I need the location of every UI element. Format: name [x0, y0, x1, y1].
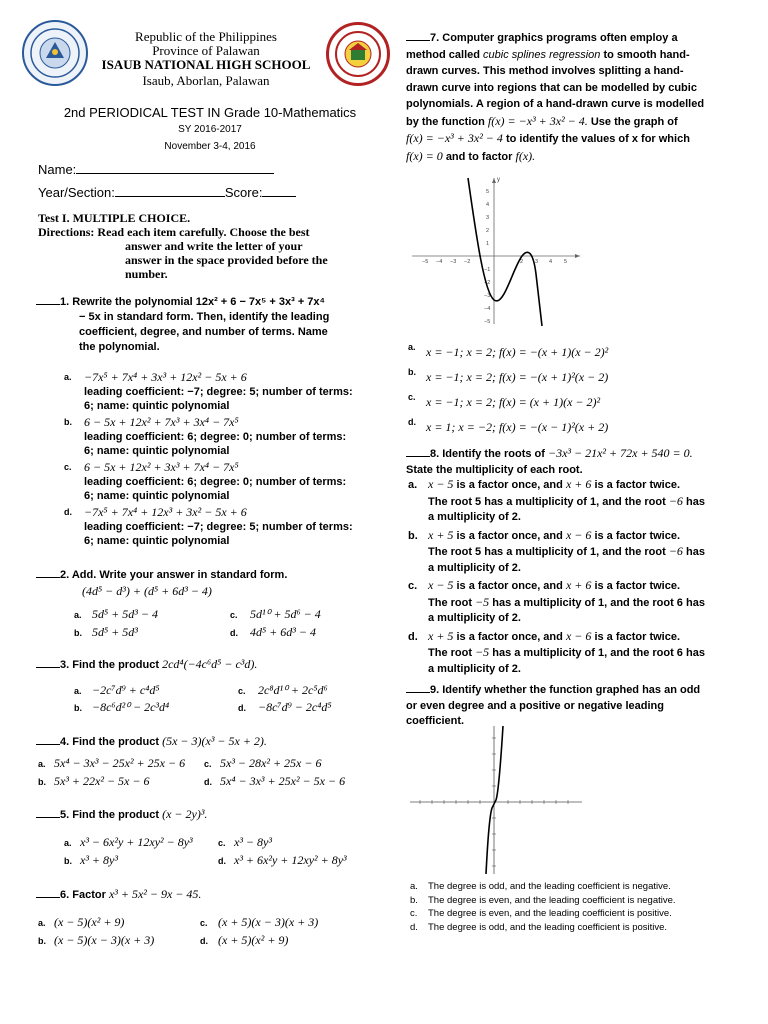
q7-xtick-7: 4 — [549, 259, 553, 265]
q7-line5: polynomials. A region of a hand-drawn curve is modelled — [406, 98, 705, 110]
q7-line3: drawn curves. This method involves splitting a hand- — [406, 65, 684, 77]
q9-answer-blank[interactable] — [406, 682, 430, 693]
q3-stem: 3. Find the product 2cd⁴(−4c⁶d⁵ − c³d). — [36, 656, 376, 673]
q6-answer-blank[interactable] — [36, 887, 60, 898]
q9-option-b[interactable]: b. The degree is even, and the leading coefficient is negative. — [410, 894, 676, 906]
q1-option-b[interactable]: b. 6 − 5x + 12x² + 7x³ + 3x⁴ − 7x⁵ leading coefficient: 6; degree: 0; number of terms: 6; name: quintic polynomial — [64, 415, 347, 457]
school-logo — [326, 22, 390, 86]
q2-option-a[interactable]: a. 5d⁵ + 5d³ − 4 — [74, 607, 158, 621]
header-school: ISAUB NATIONAL HIGH SCHOOL — [101, 57, 311, 72]
q7-ytick-1: 5 — [486, 189, 490, 195]
q7-line1: 7. Computer graphics programs often employ a — [406, 30, 756, 47]
q5-expression: (x − 2y)³. — [162, 807, 208, 821]
q8-option-c[interactable]: c. x − 5 is a factor once, and x + 6 is a factor twice. The root −5 has a multiplicity of 1, and the root 6 has a multiplicity of 2. — [408, 578, 705, 624]
q1-stem: 1. Rewrite the polynomial 12x² + 6 − 7x⁵ + 3x³ + 7x⁴ — [36, 294, 376, 310]
q4-option-b[interactable]: b. 5x³ + 22x² − 5x − 6 — [38, 774, 150, 788]
q2-expression: (4d⁵ − d³) + (d⁵ + 6d³ − 4) — [82, 584, 212, 598]
q9-curve — [486, 726, 503, 874]
q6-stem: 6. Factor x³ + 5x² − 9x − 45. — [36, 886, 376, 903]
q8-answer-blank[interactable] — [406, 446, 430, 457]
q7-line8: f(x) = 0 and to factor f(x). — [406, 148, 536, 163]
seal-emblem-icon — [24, 22, 86, 84]
school-emblem-icon — [329, 25, 387, 83]
q7-xtick-6: 3 — [535, 259, 539, 265]
q1-option-a[interactable]: a. −7x⁵ + 7x⁴ + 3x³ + 12x² − 5x + 6 leading coefficient: −7; degree: 5; number of terms: 6; name: quintic polynomial — [64, 370, 353, 412]
school-year: SY 2016-2017 — [178, 124, 242, 135]
q4-stem: 4. Find the product (5x − 3)(x³ − 5x + 2). — [36, 733, 376, 750]
q2-option-c[interactable]: c. 5d¹⁰ + 5d⁶ − 4 — [230, 607, 321, 621]
directions-line-3: answer in the space provided before the — [125, 253, 328, 267]
q7-xtick-1: −5 — [422, 259, 429, 265]
q7-cubic-graph — [408, 174, 584, 326]
q7-ytick-5: 1 — [486, 241, 490, 247]
q6-expression: x³ + 5x² − 9x − 45. — [108, 887, 202, 901]
q7-ytick-8: −3 — [484, 293, 491, 299]
q9-option-d[interactable]: d. The degree is odd, and the leading coefficient is positive. — [410, 921, 668, 933]
q9-line2: or even degree and a positive or negative leading — [406, 699, 664, 712]
q5-option-d[interactable]: d. x³ + 6x²y + 12xy² + 8y³ — [218, 853, 347, 867]
q4-answer-blank[interactable] — [36, 734, 60, 745]
q9-option-c[interactable]: c. The degree is even, and the leading coefficient is positive. — [410, 908, 672, 919]
q3-text: Find the product — [72, 659, 160, 671]
q6-text: Factor — [72, 889, 106, 901]
q3-option-c[interactable]: c. 2c⁸d¹⁰ + 2c⁵d⁶ — [238, 683, 328, 697]
q4-option-c[interactable]: c. 5x³ − 28x² + 25x − 6 — [204, 756, 322, 770]
q7-option-b[interactable]: b. x = −1; x = 2; f(x) = −(x + 1)²(x − 2) — [408, 367, 609, 384]
q5-text: Find the product — [72, 809, 160, 821]
q2-option-b[interactable]: b. 5d⁵ + 5d³ — [74, 625, 138, 639]
q9-line3: coefficient. — [406, 715, 465, 727]
q1-option-c[interactable]: c. 6 − 5x + 12x² + 3x³ + 7x⁴ − 7x⁵ leading coefficient: 6; degree: 0; number of terms: 6; name: quintic polynomial — [64, 460, 347, 502]
q6-option-c[interactable]: c. (x + 5)(x − 3)(x + 3) — [200, 915, 319, 929]
q9-polynomial-graph — [408, 724, 584, 876]
header-address: Isaub, Aborlan, Palawan — [142, 73, 270, 88]
q2-stem: 2. Add. Write your answer in standard form. — [36, 567, 376, 583]
test-section-title: Test I. MULTIPLE CHOICE. — [38, 211, 191, 225]
q7-y-axis-label: y — [497, 177, 500, 183]
directions-line-1: Directions: Read each item carefully. Choose the best — [38, 225, 310, 239]
q7-option-d[interactable]: d. x = 1; x = −2; f(x) = −(x − 1)²(x + 2) — [408, 417, 609, 434]
name-field[interactable] — [38, 158, 296, 181]
q8-option-a[interactable]: a. x − 5 is a factor once, and x + 6 is a factor twice. The root 5 has a multiplicity of 1, and the root −6 has a multiplicity of 2. — [408, 477, 705, 523]
q7-ytick-4: 2 — [486, 228, 490, 234]
name-blank[interactable] — [76, 163, 274, 174]
directions-line-4: number. — [125, 267, 168, 281]
q3-option-b[interactable]: b. −8c⁶d²⁰ − 2c³d⁴ — [74, 700, 170, 714]
q3-expression: 2cd⁴(−4c⁶d⁵ − c³d). — [162, 657, 258, 671]
q7-xtick-3: −3 — [450, 259, 457, 265]
q7-x-tick-labels — [422, 259, 567, 265]
q9-option-a[interactable]: a. The degree is odd, and the leading coefficient is negative. — [410, 881, 671, 892]
q7-ytick-7: −2 — [484, 280, 491, 286]
q7-ytick-2: 4 — [486, 202, 490, 208]
q7-xtick-4: −2 — [464, 259, 471, 265]
q8-stem: 8. Identify the roots of −3x³ − 21x² + 72x + 540 = 0. — [406, 446, 756, 463]
q7-term: cubic splines regression — [483, 48, 601, 61]
q7-xtick-5: 2 — [520, 259, 524, 265]
q2-answer-blank[interactable] — [36, 567, 60, 578]
q7-y-axis-arrow — [492, 178, 496, 183]
q2-text: Add. Write your answer in standard form. — [71, 569, 288, 581]
q8-option-d[interactable]: d. x + 5 is a factor once, and x − 6 is a factor twice. The root −5 has a multiplicity of 1, and the root 6 has a multiplicity of 2. — [408, 628, 705, 675]
q7-line4: drawn curve into regions that can be modelled by cubic — [406, 81, 697, 94]
q8-option-b[interactable]: b. x + 5 is a factor once, and x − 6 is a factor twice. The root 5 has a multiplicity of 1, and the root −6 has a multiplicity of 2. — [408, 527, 705, 574]
q7-option-c[interactable]: c. x = −1; x = 2; f(x) = (x + 1)(x − 2)² — [408, 392, 601, 409]
q7-line2: method called cubic splines regression to smooth hand- — [406, 48, 690, 61]
yearsection-field[interactable] — [38, 181, 296, 204]
q7-xtick-8: 5 — [564, 259, 568, 265]
test-date: November 3-4, 2016 — [164, 141, 256, 152]
q7-answer-blank[interactable] — [406, 30, 430, 41]
q1-line4: the polynomial. — [79, 341, 160, 353]
q7-y-tick-labels — [484, 189, 490, 325]
q7-line6: by the function f(x) = −x³ + 3x² − 4. Use the graph of — [406, 113, 678, 128]
deped-seal-logo — [22, 20, 88, 86]
q7-xtick-2: −4 — [436, 259, 443, 265]
q5-option-b[interactable]: b. x³ + 8y³ — [64, 853, 118, 867]
q7-line7: f(x) = −x³ + 3x² − 4 to identify the values of x for which — [406, 131, 690, 145]
q6-option-b[interactable]: b. (x − 5)(x − 3)(x + 3) — [38, 933, 155, 947]
q8-line2: State the multiplicity of each root. — [406, 463, 583, 476]
q4-text: Find the product — [72, 736, 160, 748]
q7-option-a[interactable]: a. x = −1; x = 2; f(x) = −(x + 1)(x − 2)² — [408, 342, 609, 359]
q4-option-a[interactable]: a. 5x⁴ − 3x³ − 25x² + 25x − 6 — [38, 756, 186, 770]
score-label: Score: — [224, 185, 263, 200]
yearsection-blank[interactable] — [115, 186, 225, 197]
q7-cubic-curve — [468, 178, 542, 326]
q7-x-axis-arrow — [575, 254, 580, 258]
q7-ytick-10: −5 — [484, 319, 491, 325]
test-title: 2nd PERIODICAL TEST IN Grade 10-Mathematics — [63, 105, 357, 120]
q1-line2: − 5x in standard form. Then, identify the leading — [79, 311, 330, 323]
q2-option-d[interactable]: d. 4d⁵ + 6d³ − 4 — [230, 625, 316, 639]
yearsection-label: Year/Section: — [38, 185, 115, 200]
q1-option-d[interactable]: d. −7x⁵ + 7x⁴ + 12x³ + 3x² − 5x + 6 leading coefficient: −7; degree: 5; number of terms: 6; name: quintic polynomial — [64, 505, 353, 547]
q7-ytick-3: 3 — [486, 215, 490, 221]
directions-line-2: answer and write the letter of your — [125, 239, 303, 253]
q4-option-d[interactable]: d. 5x⁴ − 3x³ + 25x² − 5x − 6 — [204, 774, 346, 788]
q5-answer-blank[interactable] — [36, 807, 60, 818]
q1-line1: Rewrite the polynomial 12x² + 6 − 7x⁵ + 3x³ + 7x⁴ — [72, 296, 325, 308]
name-label: Name: — [38, 162, 77, 177]
q5-option-a[interactable]: a. x³ − 6x²y + 12xy² − 8y³ — [64, 835, 193, 849]
header-province: Province of Palawan — [152, 43, 260, 58]
q3-option-d[interactable]: d. −8c⁷d⁹ − 2c⁴d⁵ — [238, 700, 332, 714]
q1-answer-blank[interactable] — [36, 294, 60, 305]
q1-line3: coefficient, degree, and number of terms. Name — [79, 326, 328, 338]
q5-stem: 5. Find the product (x − 2y)³. — [36, 806, 376, 823]
q7-ytick-9: −4 — [484, 306, 491, 312]
score-blank[interactable] — [262, 186, 296, 197]
q9-stem: 9. Identify whether the function graphed has an odd — [406, 682, 756, 699]
q6-option-a[interactable]: a. (x − 5)(x² + 9) — [38, 915, 125, 929]
q3-answer-blank[interactable] — [36, 657, 60, 668]
q4-expression: (5x − 3)(x³ − 5x + 2). — [162, 734, 267, 748]
q6-option-d[interactable]: d. (x + 5)(x² + 9) — [200, 933, 289, 947]
q3-option-a[interactable]: a. −2c⁷d⁹ + c⁴d⁵ — [74, 683, 160, 697]
header-country: Republic of the Philippines — [135, 29, 277, 44]
q5-option-c[interactable]: c. x³ − 8y³ — [218, 835, 272, 849]
q7-ytick-6: −1 — [484, 267, 491, 273]
